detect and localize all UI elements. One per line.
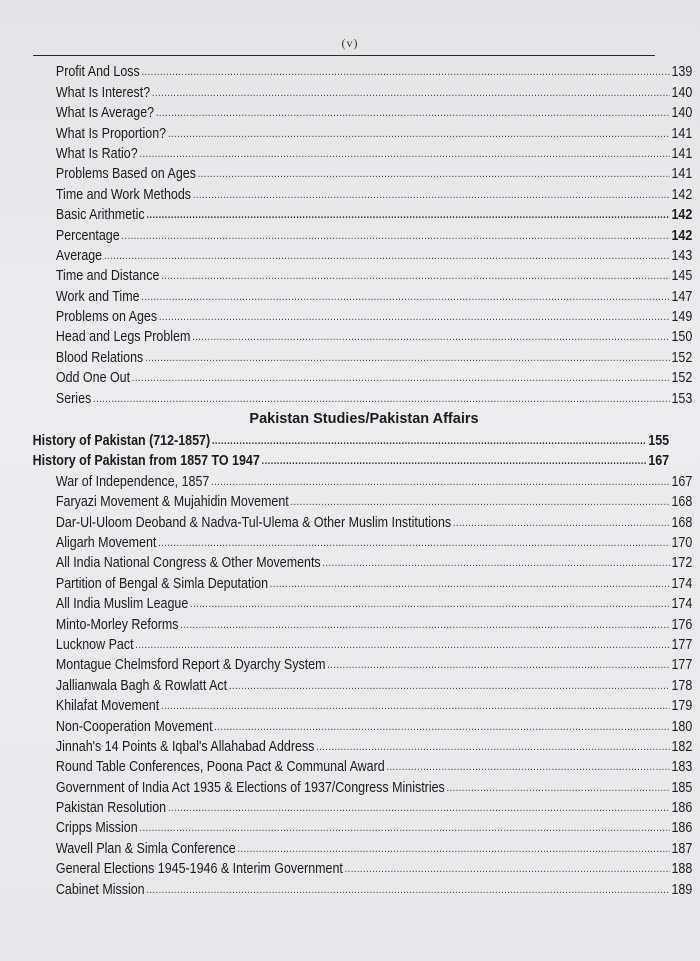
- toc-entry: [0, 81, 692, 101]
- toc-entry: [0, 654, 692, 674]
- toc-entry: [0, 245, 692, 265]
- toc-entry: [0, 285, 692, 305]
- toc-entry: [0, 163, 692, 183]
- toc-entry-title: Work and Time: [55, 288, 140, 305]
- toc-entry-title: Aligarh Movement: [55, 534, 157, 551]
- toc-entry-title: Round Table Conferences, Poona Pact & Communal Award: [55, 759, 385, 776]
- leader-dots: [386, 759, 669, 776]
- leader-dots: [146, 882, 669, 899]
- toc-entry-page: 152: [671, 370, 693, 387]
- toc-entry: [0, 204, 692, 224]
- toc-entry-title: Blood Relations: [55, 349, 144, 366]
- toc-entry-page: 142: [671, 207, 693, 224]
- toc-entry-page: 179: [671, 698, 693, 715]
- toc-chapter-page: 167: [648, 453, 670, 470]
- toc-entry-title: Problems Based on Ages: [55, 166, 196, 183]
- leader-dots: [453, 515, 670, 532]
- toc-chapter-title: History of Pakistan (712-1857): [32, 433, 211, 450]
- toc-entry-page: 150: [671, 329, 693, 346]
- toc-entry-page: 189: [671, 881, 693, 898]
- header-rule: [33, 55, 655, 56]
- toc-entry: [0, 715, 692, 735]
- toc-entry: [0, 736, 692, 756]
- toc-entry-title: General Elections 1945-1946 & Interim Government: [55, 861, 343, 878]
- leader-dots: [121, 228, 669, 245]
- toc-entry: [0, 326, 692, 346]
- toc-entry-title: Government of India Act 1935 & Elections of 1937/Congress Ministries: [55, 779, 445, 796]
- toc-entry-title: Series: [55, 390, 92, 407]
- toc-entry-page: 186: [671, 800, 693, 817]
- toc-entry: [0, 634, 692, 654]
- leader-dots: [139, 820, 669, 837]
- toc-entry-title: Minto-Morley Reforms: [55, 616, 179, 633]
- leader-dots: [159, 309, 670, 326]
- leader-dots: [146, 207, 669, 224]
- toc-entry-title: Problems on Ages: [55, 309, 158, 326]
- toc-entry-page: 147: [671, 288, 693, 305]
- leader-dots: [270, 576, 670, 593]
- leader-dots: [345, 861, 670, 878]
- toc-entry-page: 174: [671, 596, 693, 613]
- leader-dots: [132, 370, 670, 387]
- toc-entry-page: 182: [671, 738, 693, 755]
- leader-dots: [327, 657, 670, 674]
- section-heading: Pakistan Studies/Pakistan Affairs: [249, 410, 479, 427]
- leader-dots: [211, 474, 670, 491]
- toc-entry-title: Partition of Bengal & Simla Deputation: [55, 575, 269, 592]
- leader-dots: [168, 800, 670, 817]
- toc-entry-title: Average: [55, 247, 103, 264]
- leader-dots: [190, 596, 670, 613]
- toc-chapter-title: History of Pakistan from 1857 TO 1947: [32, 453, 260, 470]
- toc-entry-page: 174: [671, 575, 693, 592]
- toc-entry-page: 177: [671, 636, 693, 653]
- leader-dots: [156, 105, 670, 122]
- toc-entry: [0, 306, 692, 326]
- toc-entry-page: 145: [671, 268, 693, 285]
- toc-entry-page: 140: [671, 84, 693, 101]
- toc-entry: [0, 491, 692, 511]
- toc-entry-page: 167: [671, 473, 693, 490]
- toc-entry-title: Pakistan Resolution: [55, 800, 167, 817]
- leader-dots: [139, 146, 669, 163]
- leader-dots: [193, 187, 670, 204]
- toc-entry: [0, 470, 692, 490]
- toc-entry: [0, 613, 692, 633]
- toc-entry-page: 183: [671, 759, 693, 776]
- toc-entry: [0, 674, 692, 694]
- toc-entry: [0, 387, 692, 407]
- toc-entry-title: Faryazi Movement & Mujahidin Movement: [55, 494, 289, 511]
- toc-entry-page: 142: [671, 186, 693, 203]
- toc-entry-page: 139: [671, 64, 693, 81]
- toc-entry-title: Cabinet Mission: [55, 881, 145, 898]
- toc-entry-title: Cripps Mission: [55, 820, 138, 837]
- toc-entry-title: Lucknow Pact: [55, 636, 134, 653]
- toc-entry-page: 153: [671, 390, 693, 407]
- leader-dots: [180, 617, 670, 634]
- toc-entry-title: Khilafat Movement: [55, 698, 160, 715]
- leader-dots: [145, 350, 670, 367]
- toc-entry-page: 152: [671, 349, 693, 366]
- toc-entry: [0, 346, 692, 366]
- toc-entry: [0, 367, 692, 387]
- toc-entry: [0, 817, 692, 837]
- toc-entry-page: 141: [671, 166, 693, 183]
- toc-entry-title: Percentage: [55, 227, 120, 244]
- toc-entry: [0, 265, 692, 285]
- toc-entry-page: 149: [671, 309, 693, 326]
- toc-entry-title: Non-Cooperation Movement: [55, 718, 213, 735]
- leader-dots: [158, 535, 670, 552]
- toc-entry-page: 140: [671, 105, 693, 122]
- leader-dots: [141, 289, 670, 306]
- toc-entry-title: Jallianwala Bagh & Rowlatt Act: [55, 677, 228, 694]
- toc-entry-page: 176: [671, 616, 693, 633]
- toc-entry: [0, 552, 692, 572]
- toc-entry-page: 170: [671, 534, 693, 551]
- toc-entry-title: What Is Ratio?: [55, 145, 138, 162]
- toc-entry-title: What Is Interest?: [55, 84, 151, 101]
- toc-entry: [0, 593, 692, 613]
- toc-entry-page: 178: [671, 677, 693, 694]
- toc-entry-title: What Is Proportion?: [55, 125, 167, 142]
- toc-entry-title: Profit And Loss: [55, 64, 140, 81]
- toc-chapter-page: 155: [648, 433, 670, 450]
- toc-entry-title: All India National Congress & Other Movements: [55, 555, 321, 572]
- toc-entry-title: Montague Chelmsford Report & Dyarchy System: [55, 657, 326, 674]
- leader-dots: [161, 268, 670, 285]
- toc-entry-page: 142: [671, 227, 693, 244]
- leader-dots: [192, 329, 670, 346]
- leader-dots: [168, 126, 670, 143]
- toc-entry: [0, 858, 692, 878]
- table-of-contents: [0, 61, 700, 899]
- toc-entry: [0, 143, 692, 163]
- leader-dots: [237, 841, 669, 858]
- toc-entry-page: 172: [671, 555, 693, 572]
- toc-entry: [0, 224, 692, 244]
- toc-entry-title: Head and Legs Problem: [55, 329, 191, 346]
- toc-entry-page: 141: [671, 145, 693, 162]
- toc-entry-page: 168: [671, 494, 693, 511]
- leader-dots: [135, 637, 670, 654]
- toc-entry-page: 141: [671, 125, 693, 142]
- toc-entry-title: Time and Distance: [55, 268, 160, 285]
- toc-entry: [0, 102, 692, 122]
- leader-dots: [446, 780, 669, 797]
- leader-dots: [316, 739, 670, 756]
- leader-dots: [262, 453, 647, 470]
- leader-dots: [290, 494, 669, 511]
- toc-entry-page: 143: [671, 247, 693, 264]
- toc-entry: [0, 61, 692, 81]
- leader-dots: [229, 678, 670, 695]
- toc-entry-title: Dar-Ul-Uloom Deoband & Nadva-Tul-Ulema & Other Muslim Institutions: [55, 514, 452, 531]
- toc-entry-page: 186: [671, 820, 693, 837]
- toc-entry: [0, 837, 692, 857]
- leader-dots: [104, 248, 670, 265]
- leader-dots: [214, 719, 669, 736]
- toc-entry: [0, 695, 692, 715]
- toc-entry: [0, 122, 692, 142]
- toc-entry: [0, 776, 692, 796]
- toc-entry: [0, 572, 692, 592]
- toc-entry-page: 180: [671, 718, 693, 735]
- toc-entry-title: What Is Average?: [55, 105, 155, 122]
- toc-entry: [0, 756, 692, 776]
- toc-entry-title: Odd One Out: [55, 370, 131, 387]
- toc-entry-page: 177: [671, 657, 693, 674]
- toc-entry-title: All India Muslim League: [55, 596, 189, 613]
- leader-dots: [141, 64, 669, 81]
- toc-entry-title: Wavell Plan & Simla Conference: [55, 840, 236, 857]
- toc-entry-page: 187: [671, 840, 693, 857]
- leader-dots: [152, 85, 670, 102]
- toc-entry-page: 188: [671, 861, 693, 878]
- toc-entry: [0, 511, 692, 531]
- leader-dots: [161, 698, 670, 715]
- toc-entry-title: Jinnah's 14 Points & Iqbal's Allahabad Address: [55, 738, 315, 755]
- toc-entry: [0, 797, 692, 817]
- toc-chapter: [0, 450, 669, 470]
- leader-dots: [212, 433, 647, 450]
- toc-entry-title: War of Independence, 1857: [55, 473, 210, 490]
- toc-entry: [0, 183, 692, 203]
- leader-dots: [198, 166, 670, 183]
- toc-entry: [0, 532, 692, 552]
- leader-dots: [93, 391, 670, 408]
- toc-entry-title: Time and Work Methods: [55, 186, 192, 203]
- toc-chapter: [0, 430, 669, 450]
- toc-entry-title: Basic Arithmetic: [55, 207, 145, 224]
- toc-entry-page: 168: [671, 514, 693, 531]
- leader-dots: [322, 555, 669, 572]
- toc-entry-page: 185: [671, 779, 693, 796]
- toc-entry: [0, 878, 692, 898]
- page-number: (v): [341, 36, 359, 50]
